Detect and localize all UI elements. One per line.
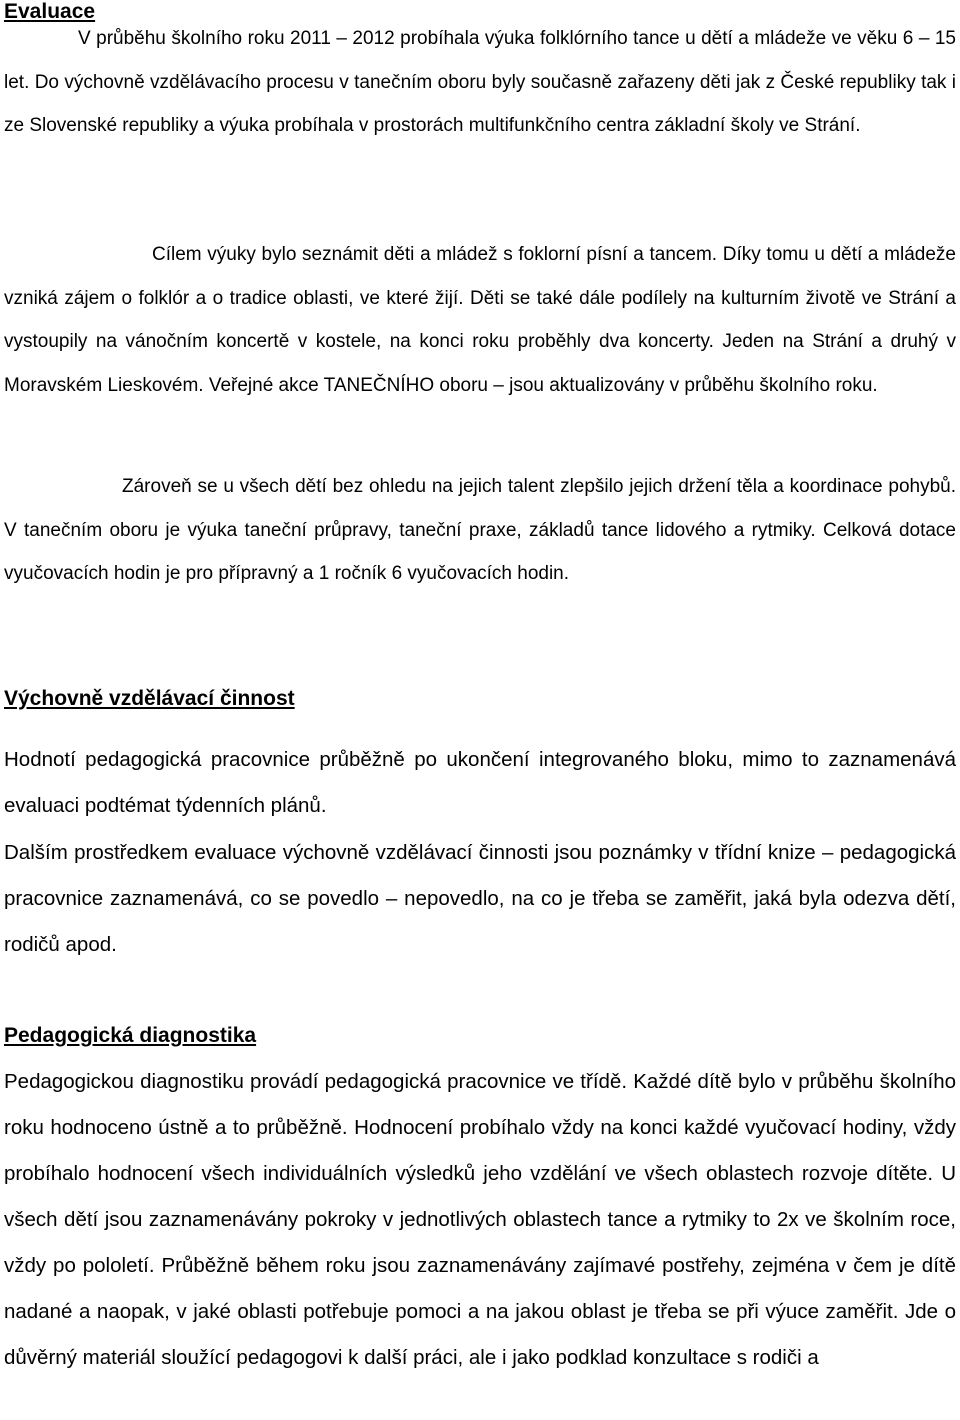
vychovne-paragraph-2: Dalším prostředkem evaluace výchovně vzdělávací činnosti jsou poznámky v třídní knize – pedagogická pracovnice zaznamenává, co se povedlo – nepovedlo, na co je třeba se zaměřit, jaká byla odezva dětí, rodičů apod. [4,841,956,956]
evaluace-paragraph-1: V průběhu školního roku 2011 – 2012 probíhala výuka folklórního tance u dětí a mládeže ve věku 6 – 15 let. Do výchovně vzdělávacího procesu v tanečním oboru byly současně zařazeny děti jak z České republiky tak i ze Slovenské republiky a výuka probíhala v prostorách multifunkčního centra základní školy ve Strání. [4,28,956,136]
evaluace-paragraph-2: Cílem výuky bylo seznámit děti a mládež s foklorní písní a tancem. Díky tomu u dětí a mládeže vzniká zájem o folklór a o tradice oblasti, ve které žijí. Děti se také dále podílely na kulturním životě ve Strání a vystoupily na vánočním koncertě v kostele, na konci roku proběhly dva koncerty. Jeden na Strání a druhý v Moravském Lieskovém. Veřejné akce TANEČNÍHO oboru – jsou aktualizovány v průběhu školního roku. [4,244,956,396]
heading-evaluace: Evaluace [4,0,96,23]
evaluace-paragraph-3: Zároveň se u všech dětí bez ohledu na jejich talent zlepšilo jejich držení těla a koordinace pohybů. V tanečním oboru je výuka taneční průpravy, taneční praxe, základů tance lidového a rytmiky. Celková dotace vyučovacích hodin je pro přípravný a 1 ročník 6 vyučovacích hodin. [4,476,956,584]
vychovne-paragraph-1: Hodnotí pedagogická pracovnice průběžně po ukončení integrovaného bloku, mimo to zaznamenává evaluaci podtémat týdenních plánů. [4,748,956,817]
heading-pedagogicka-diagnostika: Pedagogická diagnostika [4,1024,257,1047]
heading-vychovne-vzdelavaci-cinnost: Výchovně vzdělávací činnost [4,687,295,710]
diagnostika-paragraph-1: Pedagogickou diagnostiku provádí pedagogická pracovnice ve třídě. Každé dítě bylo v průběhu školního roku hodnoceno ústně a to průběžně. Hodnocení probíhalo vždy na konci každé vyučovací hodiny, vždy probíhalo hodnocení všech individuálních výsledků jeho vzdělání ve všech oblastech rozvoje dítěte. U všech dětí jsou zaznamenávány pokroky v jednotlivých oblastech tance a rytmiky to 2x ve školním roce, vždy po pololetí. Průběžně během roku jsou zaznamenávány zajímavé postřehy, zejména v čem je dítě nadané a naopak, v jaké oblasti potřebuje pomoci a na jakou oblast je třeba se při výuce zaměřit. Jde o důvěrný materiál sloužící pedagogovi k další práci, ale i jako podklad konzultace s rodiči a [4,1070,956,1369]
